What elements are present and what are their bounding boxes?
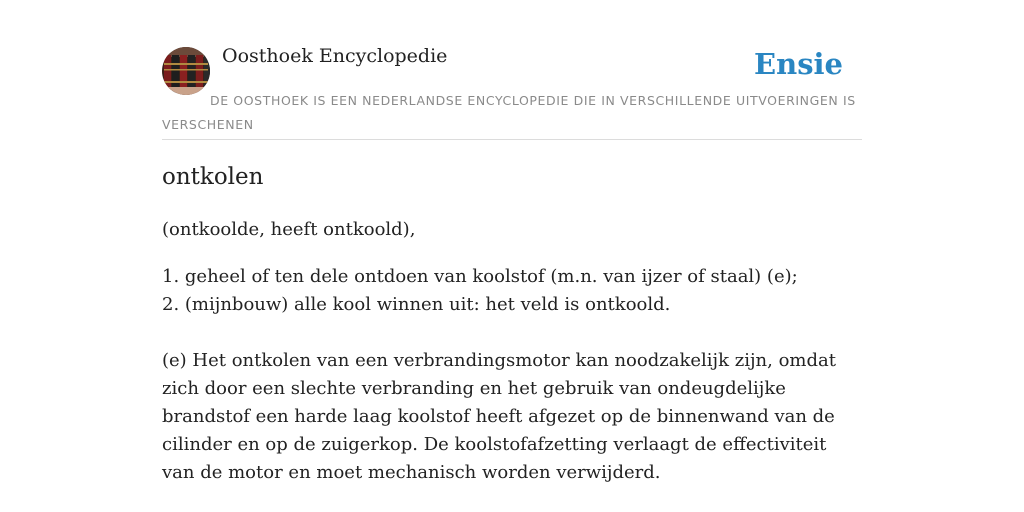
entry-term: ontkolen <box>162 164 264 190</box>
book-spines-icon <box>162 47 210 95</box>
site-tagline: DE OOSTHOEK IS EEN NEDERLANDSE ENCYCLOPEDIE DIE IN VERSCHILLENDE UITVOERINGEN IS VERSCHENEN <box>162 93 856 132</box>
site-name[interactable]: Oosthoek Encyclopedie <box>222 45 448 67</box>
site-header <box>162 0 862 140</box>
entry-forms: (ontkoolde, heeft ontkoold), <box>162 219 416 240</box>
entry-definitions <box>162 263 862 319</box>
page-container <box>162 0 862 483</box>
avatar[interactable] <box>162 47 210 95</box>
entry-note: (e) Het ontkolen van een verbrandingsmotor kan noodzakelijk zijn, omdat zich door een slechte verbranding en het gebruik van ondeugdelijke brandstof een harde laag koolstof heeft afgezet op de binnenwand van de cilinder en op de zuigerkop. De koolstofafzetting verlaagt de effectiviteit van de motor en moet mechanisch worden verwijderd. <box>162 350 836 483</box>
definition-line: 2. (mijnbouw) alle kool winnen uit: het veld is ontkoold. <box>162 294 671 315</box>
entry-body <box>162 216 862 487</box>
brand-logo[interactable]: Ensie <box>754 47 843 81</box>
definition-line: 1. geheel of ten dele ontdoen van koolstof (m.n. van ijzer of staal) (e); <box>162 266 798 287</box>
